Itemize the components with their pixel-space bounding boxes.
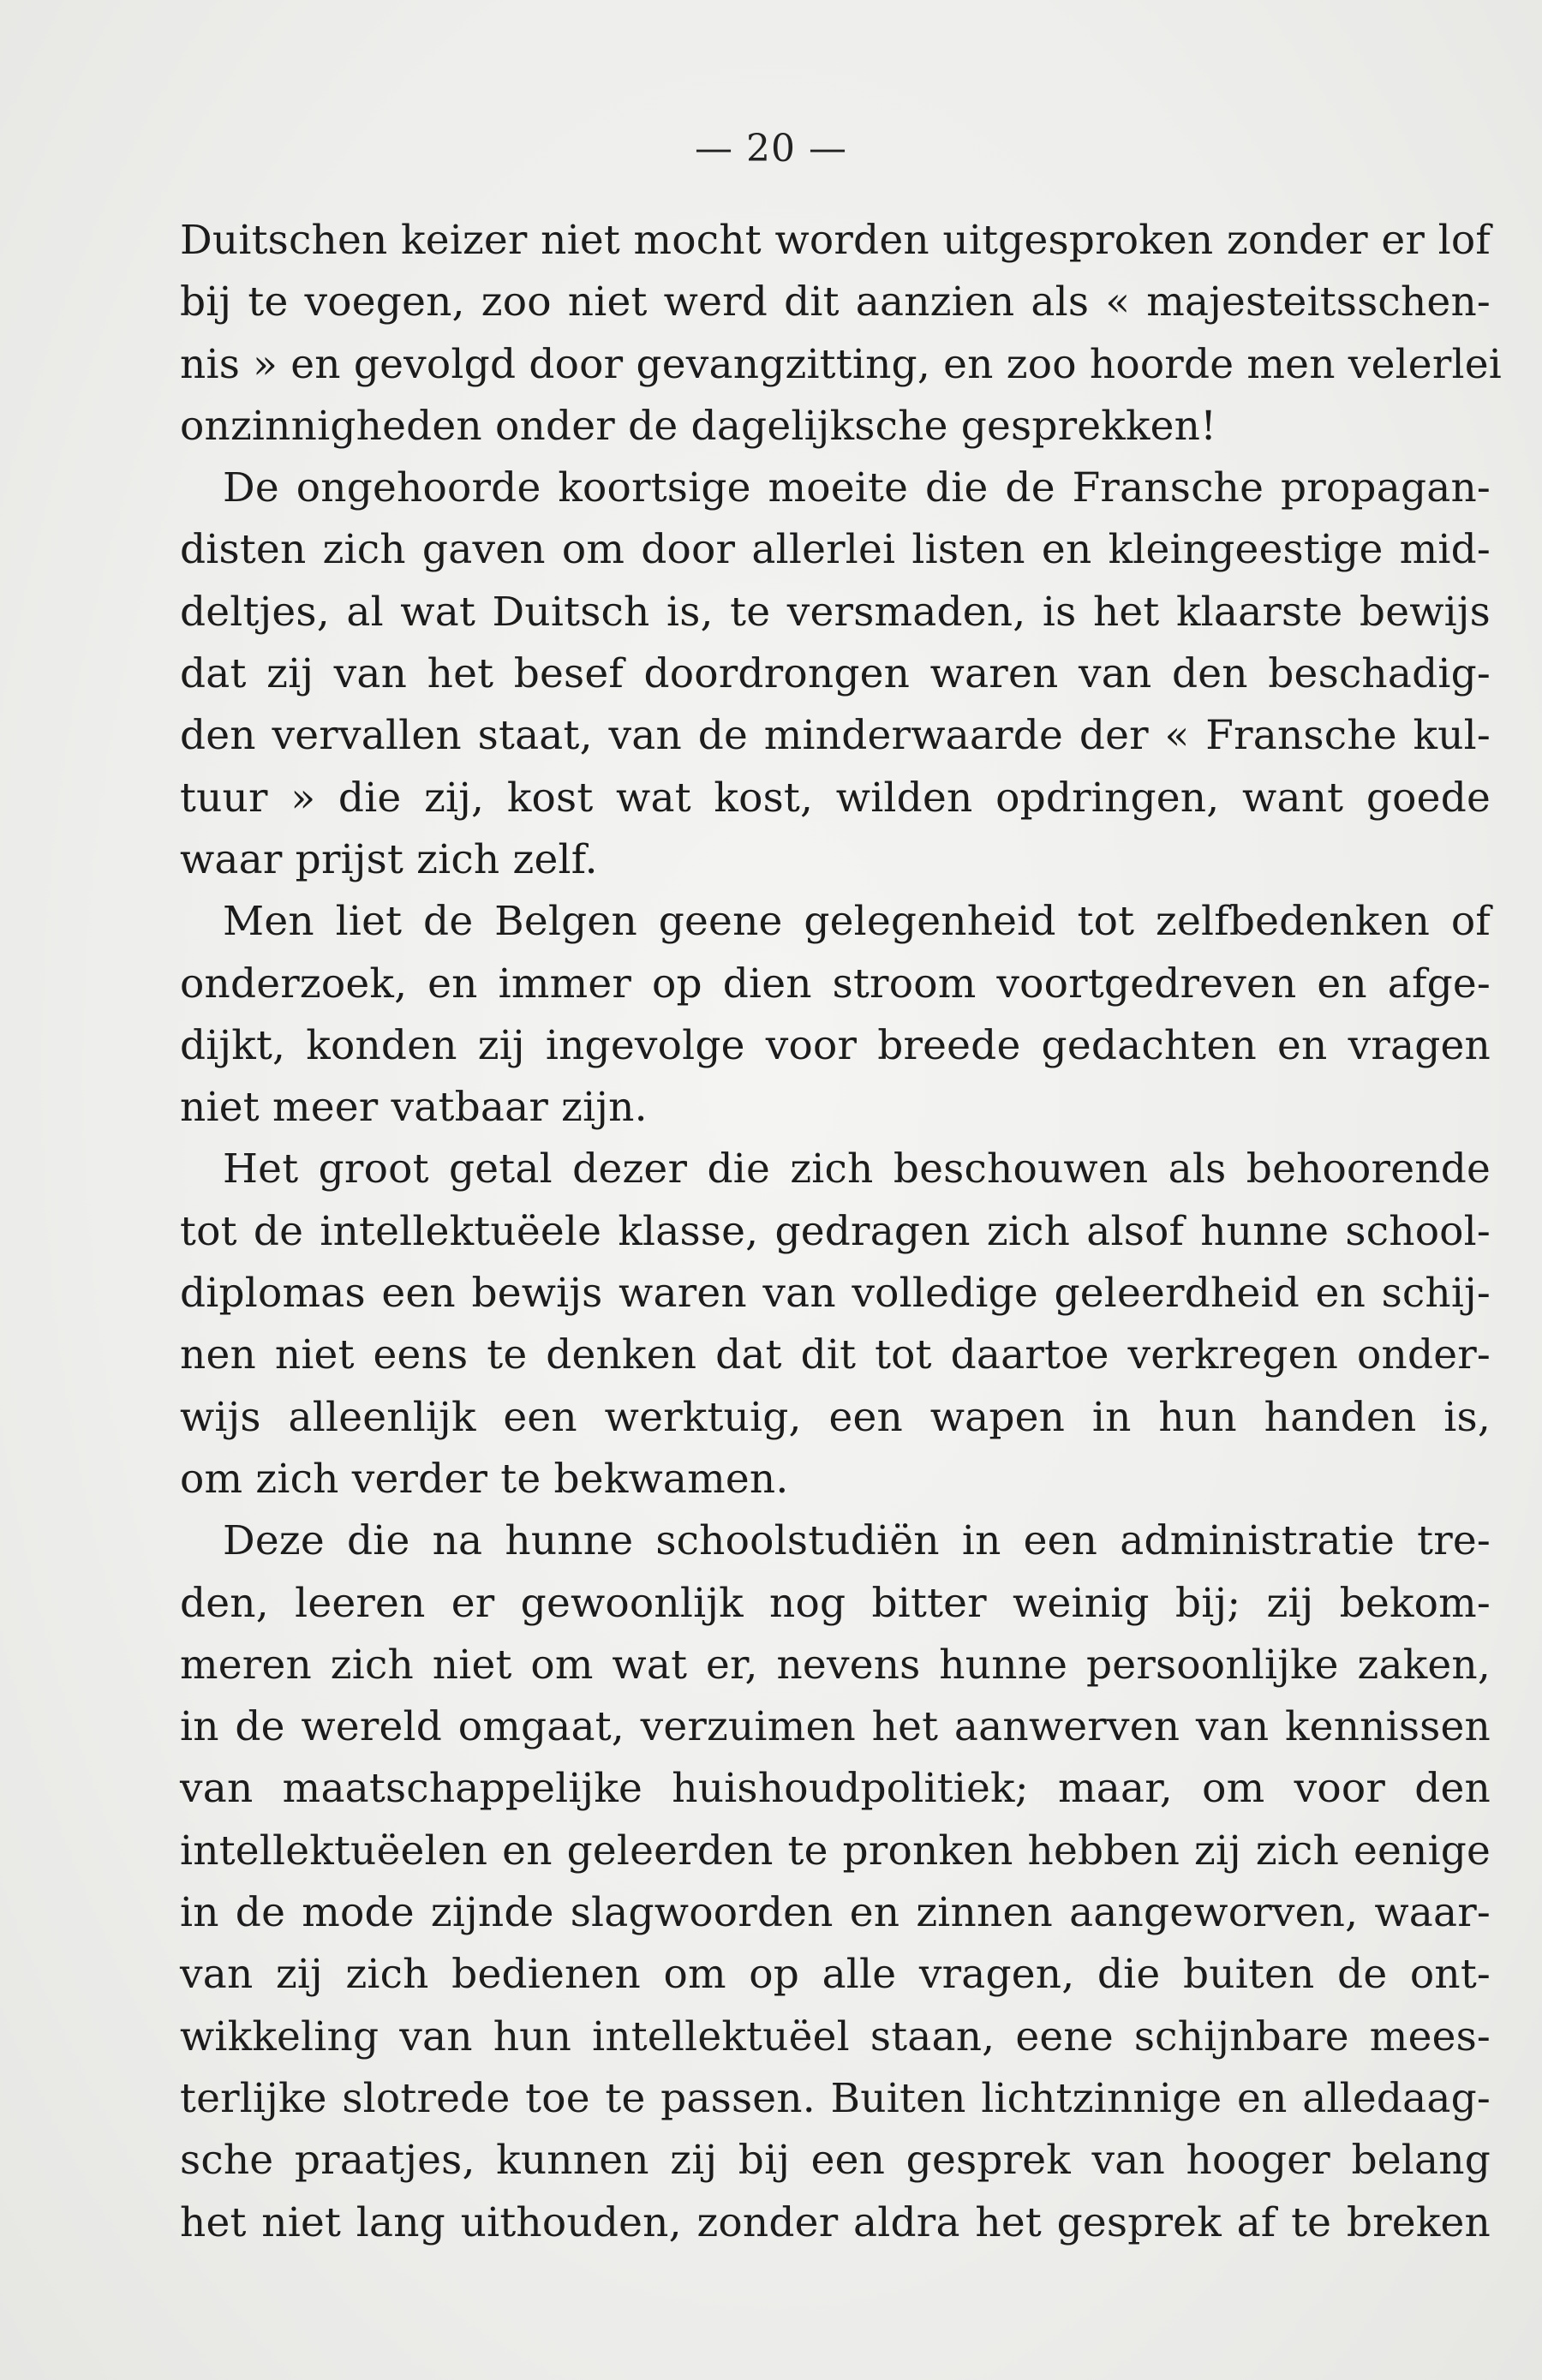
text-line: terlijke slotrede toe te passen. Buiten lichtzinnige en alledaag- bbox=[180, 2074, 1491, 2122]
text-line: Duitschen keizer niet mocht worden uitgesproken zonder er lof bbox=[180, 217, 1491, 264]
text-line: dat zij van het besef doordrongen waren van den beschadig- bbox=[180, 650, 1491, 698]
text-line: bij te voegen, zoo niet werd dit aanzien als « majesteitsschen- bbox=[180, 278, 1491, 326]
text-line: het niet lang uithouden, zonder aldra het gesprek af te breken bbox=[180, 2198, 1491, 2246]
body-text bbox=[180, 210, 1502, 2254]
text-line: disten zich gaven om door allerlei listen en kleingeestige mid- bbox=[180, 526, 1491, 574]
text-line: intellektuëelen en geleerden te pronken hebben zij zich eenige bbox=[180, 1827, 1491, 1875]
paragraph bbox=[180, 457, 1491, 891]
text-line: in de mode zijnde slagwoorden en zinnen aangeworven, waar- bbox=[180, 1889, 1491, 1937]
text-line: den vervallen staat, van de minderwaarde der « Fransche kul- bbox=[180, 712, 1491, 760]
text-line: diplomas een bewijs waren van volledige geleerdheid en schij- bbox=[180, 1270, 1491, 1318]
text-line: wikkeling van hun intellektuëel staan, eene schijnbare mees- bbox=[180, 2012, 1491, 2060]
text-line: dijkt, konden zij ingevolge voor breede gedachten en vragen bbox=[180, 1021, 1491, 1069]
text-line: Het groot getal dezer die zich beschouwen als behoorende bbox=[223, 1145, 1491, 1193]
text-line: nen niet eens te denken dat dit tot daartoe verkregen onder- bbox=[180, 1331, 1491, 1379]
text-line: in de wereld omgaat, verzuimen het aanwerven van kennissen bbox=[180, 1703, 1491, 1751]
text-line: tot de intellektuëele klasse, gedragen zich alsof hunne school- bbox=[180, 1207, 1491, 1255]
paragraph bbox=[180, 891, 1491, 1139]
paragraph bbox=[180, 1139, 1491, 1510]
text-line: den, leeren er gewoonlijk nog bitter weinig bij; zij bekom- bbox=[180, 1579, 1491, 1627]
text-line: nis » en gevolgd door gevangzitting, en zoo hoorde men velerlei bbox=[180, 340, 1502, 388]
text-line: onzinnigheden onder de dagelijksche gesprekken! bbox=[180, 402, 1217, 450]
text-line: om zich verder te bekwamen. bbox=[180, 1455, 789, 1503]
text-line: De ongehoorde koortsige moeite die de Fransche propagan- bbox=[223, 464, 1491, 512]
text-line: van maatschappelijke huishoudpolitiek; maar, om voor den bbox=[180, 1765, 1491, 1813]
text-line: niet meer vatbaar zijn. bbox=[180, 1084, 648, 1132]
text-line: wijs alleenlijk een werktuig, een wapen in hun handen is, bbox=[180, 1393, 1491, 1441]
text-line: Deze die na hunne schoolstudiën in een administratie tre- bbox=[223, 1517, 1491, 1565]
text-line: waar prijst zich zelf. bbox=[180, 835, 598, 883]
paragraph bbox=[180, 1510, 1491, 2254]
page-number: — 20 — bbox=[695, 127, 847, 170]
text-line: meren zich niet om wat er, nevens hunne persoonlijke zaken, bbox=[180, 1641, 1491, 1689]
text-line: tuur » die zij, kost wat kost, wilden opdringen, want goede bbox=[180, 774, 1491, 822]
paragraph bbox=[180, 210, 1502, 457]
text-line: onderzoek, en immer op dien stroom voortgedreven en afge- bbox=[180, 960, 1491, 1008]
text-line: Men liet de Belgen geene gelegenheid tot zelfbedenken of bbox=[223, 898, 1491, 946]
text-line: sche praatjes, kunnen zij bij een gesprek van hooger belang bbox=[180, 2137, 1491, 2185]
text-line: van zij zich bedienen om op alle vragen, die buiten de ont- bbox=[180, 1951, 1491, 1999]
text-line: deltjes, al wat Duitsch is, te versmaden, is het klaarste bewijs bbox=[180, 588, 1491, 636]
